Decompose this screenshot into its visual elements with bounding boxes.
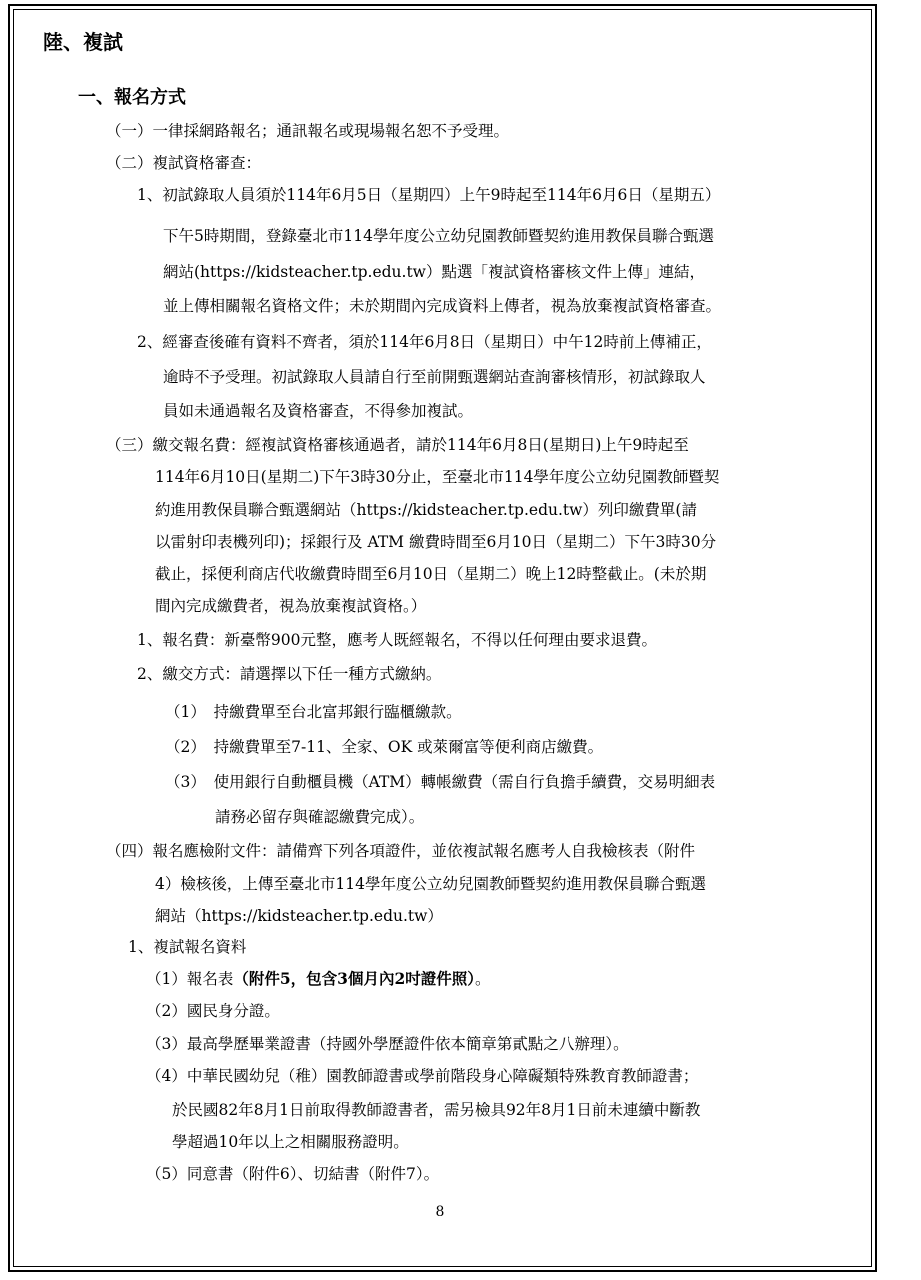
paragraph-line: （四）報名應檢附文件：請備齊下列各項證件，並依複試報名應考人自我檢核表（附件 bbox=[106, 842, 696, 860]
section-title: 陸、複試 bbox=[43, 30, 123, 54]
paragraph-line: 截止，採便利商店代收繳費時間至6月10日（星期二）晚上12時整截止。(未於期 bbox=[155, 565, 707, 583]
paragraph-line: 1、初試錄取人員須於114年6月5日（星期四）上午9時起至114年6月6日（星期五） bbox=[137, 186, 721, 204]
paragraph-line: 網站（https://kidsteacher.tp.edu.tw） bbox=[155, 907, 443, 925]
paragraph-line: （1） 持繳費單至台北富邦銀行臨櫃繳款。 bbox=[165, 703, 462, 721]
paragraph-line: 114年6月10日(星期二)下午3時30分止，至臺北市114學年度公立幼兒園教師暨契 bbox=[155, 468, 720, 486]
paragraph-line: 網站(https://kidsteacher.tp.edu.tw）點選「複試資格審核文件上傳」連結， bbox=[163, 263, 705, 281]
paragraph-line: 下午5時期間，登錄臺北市114學年度公立幼兒園教師暨契約進用教保員聯合甄選 bbox=[163, 227, 714, 245]
paragraph-line: 於民國82年8月1日前取得教師證書者，需另檢具92年8月1日前未連續中斷教 bbox=[172, 1101, 701, 1119]
paragraph-line: （4）中華民國幼兒（稚）園教師證書或學前階段身心障礙類特殊教育教師證書； bbox=[146, 1067, 699, 1085]
paragraph-line: 請務必留存與確認繳費完成）。 bbox=[215, 808, 425, 826]
item-registration-form bbox=[146, 969, 491, 989]
paragraph-line: 約進用教保員聯合甄選網站（https://kidsteacher.tp.edu.tw）列印繳費單(請 bbox=[155, 501, 697, 519]
paragraph-line: （2）國民身分證。 bbox=[146, 1002, 280, 1020]
paragraph-line: （5）同意書（附件6）、切結書（附件7）。 bbox=[146, 1165, 440, 1183]
paragraph-line: 逾時不予受理。初試錄取人員請自行至前開甄選網站查詢審核情形，初試錄取人 bbox=[163, 368, 706, 386]
paragraph-line: （3）最高學歷畢業證書（持國外學歷證件依本簡章第貳點之八辦理）。 bbox=[146, 1035, 629, 1053]
paragraph-line: 學超過10年以上之相關服務證明。 bbox=[172, 1133, 409, 1151]
paragraph-line: 4）檢核後，上傳至臺北市114學年度公立幼兒園教師暨契約進用教保員聯合甄選 bbox=[155, 875, 706, 893]
item-registration-form-note: （附件5，包含3個月內2吋證件照） bbox=[233, 969, 475, 988]
paragraph-line: （二）複試資格審查： bbox=[106, 154, 262, 172]
paragraph-line: （3） 使用銀行自動櫃員機（ATM）轉帳繳費（需自行負擔手續費，交易明細表 bbox=[165, 773, 716, 791]
paragraph-line: 2、經審查後確有資料不齊者，須於114年6月8日（星期日）中午12時前上傳補正， bbox=[137, 333, 712, 351]
paragraph-line: （一）一律採網路報名；通訊報名或現場報名恕不予受理。 bbox=[106, 122, 510, 140]
paragraph-line: 1、報名費：新臺幣900元整，應考人既經報名，不得以任何理由要求退費。 bbox=[137, 631, 657, 649]
paragraph-line: 間內完成繳費者，視為放棄複試資格。） bbox=[155, 597, 427, 615]
paragraph-line: （三）繳交報名費：經複試資格審核通過者，請於114年6月8日(星期日)上午9時起至 bbox=[106, 436, 689, 454]
subsection-title: 一、報名方式 bbox=[78, 87, 186, 108]
paragraph-line: （2） 持繳費單至7-11、全家、OK 或萊爾富等便利商店繳費。 bbox=[165, 738, 604, 756]
paragraph-line: 1、複試報名資料 bbox=[128, 938, 247, 956]
page-number: 8 bbox=[435, 1204, 445, 1220]
paragraph-line: 以雷射印表機列印)；採銀行及 ATM 繳費時間至6月10日（星期二）下午3時30分 bbox=[155, 533, 717, 551]
paragraph-line: 2、繳交方式：請選擇以下任一種方式繳納。 bbox=[137, 665, 442, 683]
item-registration-form-label: （1）報名表 bbox=[146, 970, 234, 988]
item-registration-form-end: 。 bbox=[474, 970, 491, 988]
paragraph-line: 並上傳相關報名資格文件；未於期間內完成資料上傳者，視為放棄複試資格審查。 bbox=[163, 297, 722, 315]
paragraph-line: 員如未通過報名及資格審查，不得參加複試。 bbox=[163, 402, 474, 420]
